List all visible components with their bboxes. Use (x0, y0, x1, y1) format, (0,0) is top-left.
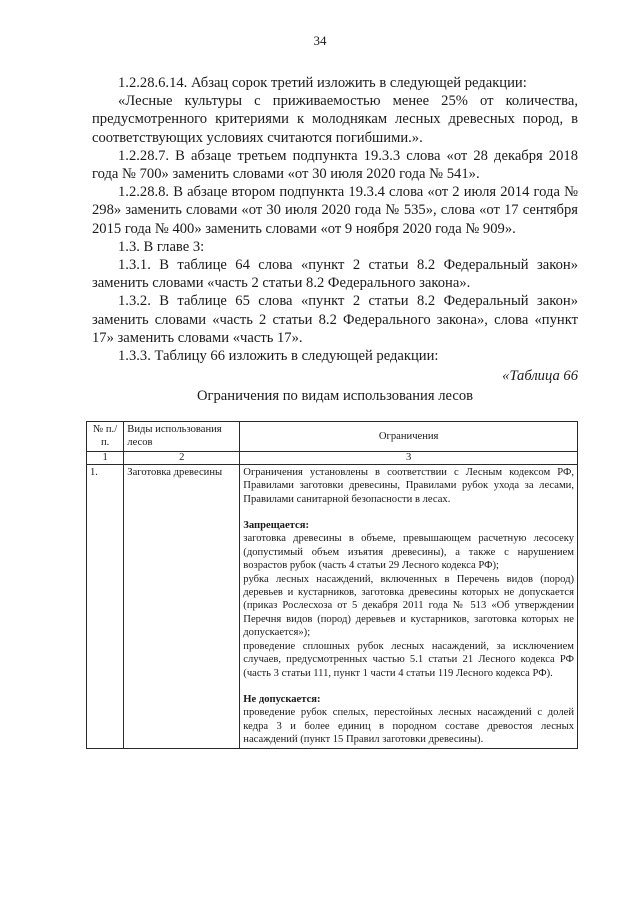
paragraph-5: 1.3. В главе 3: (118, 238, 205, 255)
restrictions-table (86, 421, 578, 749)
paragraph-7: 1.3.2. В таблице 65 слова «пункт 2 статьи 8.2 Федеральный закон» заменить словами «часть 2 статьи 8.2 Федерального закона», слова «пункт 17» заменить словами «часть 17». (92, 293, 578, 346)
prohibited-label: Запрещается: (243, 520, 309, 532)
paragraph-3: 1.2.28.7. В абзаце третьем подпункта 19.3.3 слова «от 28 декабря 2018 года № 700» заменить словами «от 30 июля 2020 года № 541». (92, 147, 578, 183)
table-row (87, 464, 578, 748)
table-reference: «Таблица 66 (502, 368, 578, 385)
prohibited-item: проведение сплошных рубок лесных насаждений, за исключением случаев, предусмотренных частью 5.1 статьи 21 Лесного кодекса РФ (часть 3 статьи 111, пункт 1 части 4 статьи 119 Лесного кодекса РФ). (243, 640, 574, 679)
row-kind: Заготовка древесины (124, 464, 240, 748)
paragraph-8: 1.3.3. Таблицу 66 изложить в следующей редакции: (118, 348, 439, 365)
column-number-2: 2 (124, 451, 240, 464)
table-title: Ограничения по видам использования лесов (196, 388, 474, 405)
row-number: 1. (87, 464, 124, 748)
paragraph-1: 1.2.28.6.14. Абзац сорок третий изложить в следующей редакции: (118, 75, 527, 91)
prohibited-item: заготовка древесины в объеме, превышающем расчетную лесосеку (допустимый объем изъятия древесины), а также с нарушением возрастов рубок (часть 4 статьи 29 Лесного кодекса РФ); (243, 533, 574, 572)
column-number-1: 1 (87, 451, 124, 464)
restrictions-intro: Ограничения установлены в соответствии с Лесным кодексом РФ, Правилами заготовки древесины, Правилами рубок ухода за лесами, Правилами санитарной безопасности в лесах. (243, 466, 574, 505)
not-allowed-label: Не допускается: (243, 693, 321, 705)
row-restrictions (240, 464, 578, 748)
paragraph-4: 1.2.28.8. В абзаце втором подпункта 19.3.4 слова «от 2 июля 2014 года № 298» заменить словами «от 30 июля 2020 года № 535», слова «от 17 сентября 2015 года № 400» заменить словами «от 9 ноября 2020 года № 909». (92, 184, 578, 237)
paragraph-6: 1.3.1. В таблице 64 слова «пункт 2 статьи 8.2 Федеральный закон» заменить словами «часть 2 статьи 8.2 Федерального закона». (92, 257, 578, 292)
table-column-numbers-row (87, 451, 578, 464)
page-number: 34 (313, 33, 327, 48)
paragraph-2: «Лесные культуры с приживаемостью менее 25% от количества, предусмотренного критериями к молоднякам лесных древесных пород, в соответствующих условиях считаются погибшими.». (92, 93, 578, 146)
header-restrictions: Ограничения (240, 422, 578, 452)
document-body (92, 74, 578, 406)
header-kind: Виды использования лесов (124, 422, 240, 452)
prohibited-item: рубка лесных насаждений, включенных в Перечень видов (пород) деревьев и кустарников, заготовка древесины которых не допускается (приказ Рослесхоза от 5 декабря 2011 года № 513 «Об утверждении Перечня видов (пород) деревьев и кустарников, заготовка которых не допускается»); (243, 573, 574, 639)
header-number: № п./п. (87, 422, 124, 452)
table-header-row (87, 422, 578, 452)
not-allowed-item: проведение рубок спелых, перестойных лесных насаждений с долей кедра 3 и более единиц в породном составе древостоя лесных насаждений (пункт 15 Правил заготовки древесины). (243, 707, 574, 746)
column-number-3: 3 (240, 451, 578, 464)
